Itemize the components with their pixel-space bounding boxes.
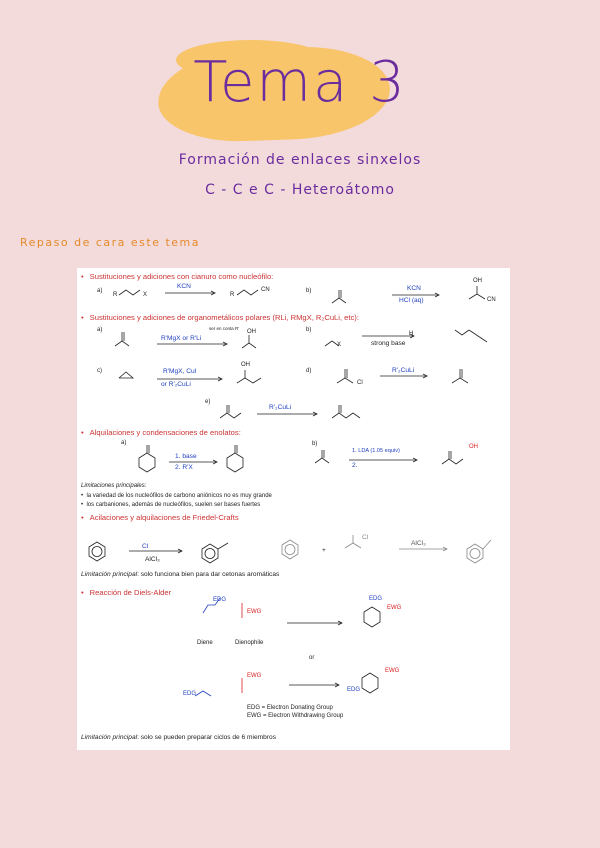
reagent-r2culi-2: R'₂CuLi bbox=[269, 404, 292, 411]
label-2a: a) bbox=[97, 327, 103, 333]
label-ewg-product-2: EWG bbox=[385, 668, 400, 674]
section-cyanide: • Sustituciones y adiciones con cianuro como nucleófilo: bbox=[81, 272, 274, 281]
label-cn-2: CN bbox=[487, 297, 496, 303]
label-3a: a) bbox=[121, 440, 127, 446]
review-label: Repaso de cara este tema bbox=[20, 236, 201, 249]
label-edg-product-2: EDG bbox=[347, 687, 361, 693]
ketone-skeleton bbox=[332, 298, 346, 303]
cyclohexene-product-1 bbox=[364, 607, 380, 627]
label-2d: d) bbox=[306, 368, 312, 374]
label-r: R bbox=[113, 292, 118, 298]
reagent-kcn: KCN bbox=[177, 283, 191, 290]
label-2c: c) bbox=[97, 368, 102, 374]
section-organometallic: • Sustituciones y adiciones de organometálicos polares (RLi, RMgX, R₂CuLi, etc): bbox=[81, 313, 359, 322]
label-r2: R bbox=[230, 292, 235, 298]
label-oh-2: OH bbox=[247, 329, 256, 335]
reagent-r2culi-or: or R'₂CuLi bbox=[161, 381, 191, 388]
limits-title: Limitaciones principales: bbox=[81, 483, 147, 489]
alkyl-halide-chain bbox=[119, 290, 140, 295]
section-friedel-crafts: • Acilaciones y alquilaciones de Friedel-Crafts bbox=[81, 513, 239, 522]
label-x: X bbox=[143, 292, 148, 298]
label-acyl-cl: Cl bbox=[142, 543, 149, 550]
label-oh: OH bbox=[473, 278, 482, 284]
label-edg-product: EDG bbox=[369, 596, 383, 602]
label-edg-2: EDG bbox=[183, 691, 197, 697]
reagent-base: 1. base bbox=[175, 453, 197, 460]
page-title: Tema 3 bbox=[193, 50, 407, 115]
section-diels-alder: • Reacción de Diels-Alder bbox=[81, 588, 172, 597]
reagent-alkyl-halide: 2. R'X bbox=[175, 464, 193, 471]
legend-edg: EDG = Electron Donating Group bbox=[247, 705, 333, 711]
reagent-strong-base: strong base bbox=[371, 340, 406, 347]
label-1a: a) bbox=[97, 288, 103, 294]
reagent-alcl3-2: AlCl₃ bbox=[411, 540, 426, 547]
label-1b: b) bbox=[306, 288, 312, 294]
subtitle-line-2: C - C e C - Heteroátomo bbox=[205, 182, 395, 198]
reagent-hcl: HCl (aq) bbox=[399, 297, 424, 304]
benzene-ring-1 bbox=[89, 542, 105, 561]
section-enolates: • Alquilaciones y condensaciones de enolatos: bbox=[81, 428, 241, 437]
reagent-lda: 1. LDA (1.05 equiv) bbox=[352, 448, 400, 454]
label-3b: b) bbox=[312, 441, 318, 447]
reaction-drawings bbox=[77, 268, 510, 750]
reaction-summary-card bbox=[77, 268, 510, 750]
label-h: H bbox=[409, 331, 414, 337]
label-oh-3: OH bbox=[241, 362, 250, 368]
plus-sign: + bbox=[322, 547, 326, 554]
label-ewg-product: EWG bbox=[387, 605, 402, 611]
cyclohexene-product-2 bbox=[362, 673, 378, 693]
reagent-rmgx: R'MgX or R'Li bbox=[161, 335, 202, 342]
label-oh-4: OH bbox=[469, 444, 478, 450]
subtitle-line-1: Formación de enlaces sinxelos bbox=[178, 152, 422, 168]
label-cl: Cl bbox=[357, 380, 363, 386]
reagent-step-2: 2. bbox=[352, 462, 358, 469]
reagent-alcl3: AlCl₃ bbox=[145, 556, 160, 563]
label-tbu-cl: Cl bbox=[362, 534, 369, 541]
label-2b: b) bbox=[306, 327, 312, 333]
reagent-rmgx-cui: R'MgX, CuI bbox=[163, 368, 197, 375]
reagent-kcn-2: KCN bbox=[407, 285, 421, 292]
label-diene: Diene bbox=[197, 640, 213, 646]
label-2e: e) bbox=[205, 399, 211, 405]
label-cn: CN bbox=[261, 287, 270, 293]
limit-1: • la variedad de los nucleófilos de carbono aniónicos no es muy grande bbox=[81, 493, 272, 499]
nitrile-chain bbox=[237, 290, 258, 295]
label-ewg: EWG bbox=[247, 609, 262, 615]
limit-friedel-crafts: Limitación principal: solo funciona bien para dar cetonas aromáticas bbox=[81, 571, 280, 578]
label-or: or bbox=[309, 655, 315, 661]
limit-diels-alder: Limitación principal: solo se pueden preparar ciclos de 6 miembros bbox=[81, 734, 276, 741]
reagent-r2culi: R'₂CuLi bbox=[392, 367, 415, 374]
limit-2: • los carbaniones, además de nucleófilos, suelen ser bases fuertes bbox=[81, 502, 261, 508]
handwritten-note: ser en conta R' bbox=[209, 326, 240, 331]
cyclohexanone-ring bbox=[139, 453, 155, 472]
label-dienophile: Dienophile bbox=[235, 640, 264, 646]
label-edg: EDG bbox=[213, 597, 227, 603]
label-ewg-2: EWG bbox=[247, 673, 262, 679]
label-x-2: X bbox=[337, 342, 342, 348]
legend-ewg: EWG = Electron Withdrawing Group bbox=[247, 713, 344, 719]
